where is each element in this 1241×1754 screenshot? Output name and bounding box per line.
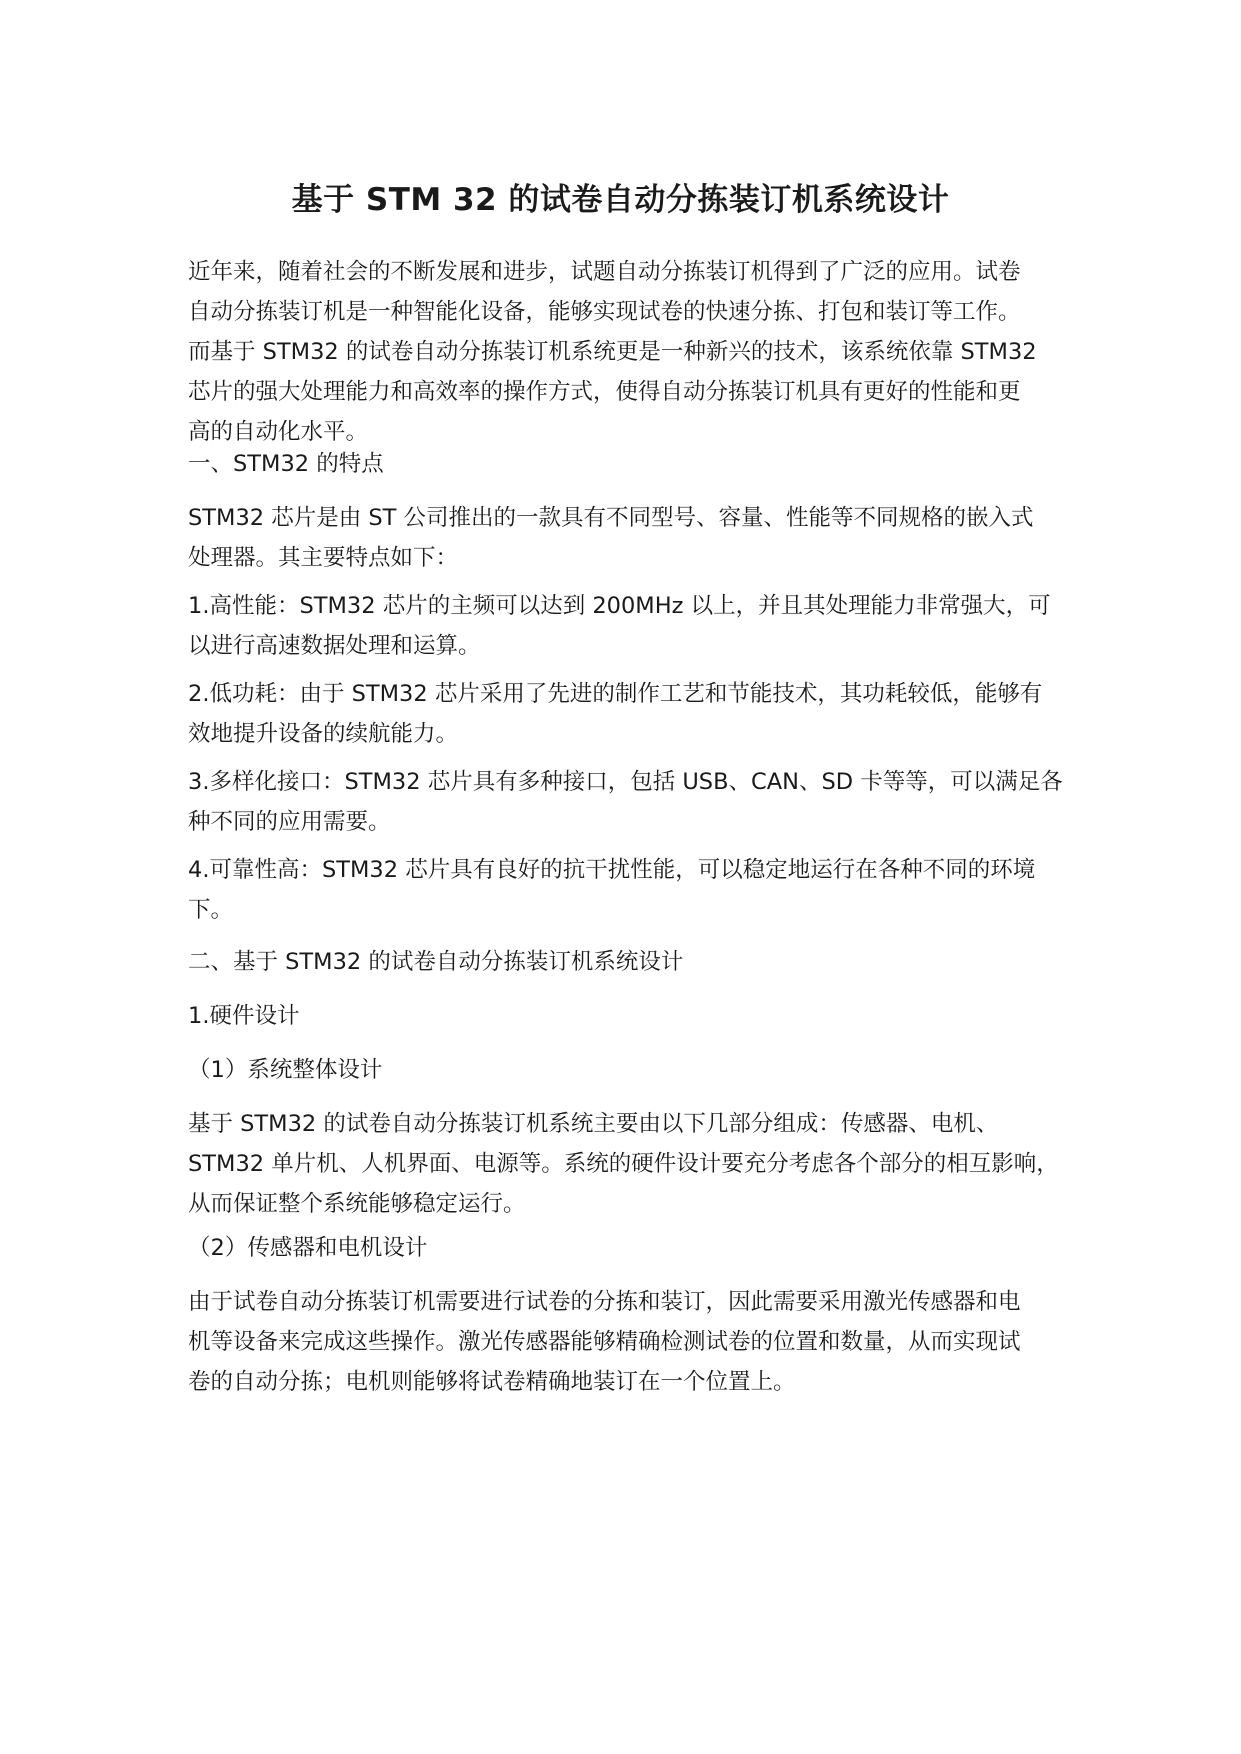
text-line: 4.可靠性高：STM32 芯片具有良好的抗干扰性能，可以稳定地运行在各种不同的环境 bbox=[188, 857, 1036, 883]
text-line: 基于 STM32 的试卷自动分拣装订机系统主要由以下几部分组成：传感器、电机、 bbox=[188, 1111, 999, 1137]
list-item-4 bbox=[188, 850, 1068, 930]
subheading-sensor-motor bbox=[188, 1228, 1068, 1268]
text-line: 2.低功耗：由于 STM32 芯片采用了先进的制作工艺和节能技术，其功耗较低，能够有 bbox=[188, 681, 1043, 707]
subheading-hardware bbox=[188, 996, 1068, 1036]
list-item-3 bbox=[188, 762, 1068, 842]
list-item-2 bbox=[188, 674, 1068, 754]
section-heading-2 bbox=[188, 942, 1068, 982]
text-line: 效地提升设备的续航能力。 bbox=[188, 721, 459, 747]
text-line: 机等设备来完成这些操作。激光传感器能够精确检测试卷的位置和数量，从而实现试 bbox=[188, 1329, 1021, 1355]
text-line: 1.高性能：STM32 芯片的主频可以达到 200MHz 以上，并且其处理能力非常强大，可 bbox=[188, 593, 1051, 619]
text-line: 自动分拣装订机是一种智能化设备，能够实现试卷的快速分拣、打包和装订等工作。 bbox=[188, 299, 1021, 325]
text-line: 而基于 STM32 的试卷自动分拣装订机系统更是一种新兴的技术，该系统依靠 STM32 bbox=[188, 339, 1037, 365]
list-item-1 bbox=[188, 586, 1068, 666]
paragraph-sensor-motor bbox=[188, 1282, 1068, 1402]
subheading-overall-design bbox=[188, 1050, 1068, 1090]
heading-line: 1.硬件设计 bbox=[188, 1003, 300, 1029]
text-line: 高的自动化水平。 bbox=[188, 419, 369, 445]
text-line: 近年来，随着社会的不断发展和进步，试题自动分拣装订机得到了广泛的应用。试卷 bbox=[188, 259, 1021, 285]
section-heading-1 bbox=[188, 444, 1068, 484]
text-line: 芯片的强大处理能力和高效率的操作方式，使得自动分拣装订机具有更好的性能和更 bbox=[188, 379, 1021, 405]
text-line: STM32 芯片是由 ST 公司推出的一款具有不同型号、容量、性能等不同规格的嵌入式 bbox=[188, 505, 1034, 531]
text-line: STM32 单片机、人机界面、电源等。系统的硬件设计要充分考虑各个部分的相互影响， bbox=[188, 1151, 1059, 1177]
paragraph-intro bbox=[188, 252, 1068, 452]
heading-line: 一、STM32 的特点 bbox=[188, 451, 384, 477]
text-line: 3.多样化接口：STM32 芯片具有多种接口，包括 USB、CAN、SD 卡等等，可以满足各 bbox=[188, 769, 1063, 795]
heading-line: 二、基于 STM32 的试卷自动分拣装订机系统设计 bbox=[188, 949, 684, 975]
paragraph-stm32-intro bbox=[188, 498, 1068, 578]
text-line: 下。 bbox=[188, 897, 234, 923]
text-line: 处理器。其主要特点如下： bbox=[188, 545, 459, 571]
heading-line: （2）传感器和电机设计 bbox=[188, 1235, 428, 1261]
text-line: 卷的自动分拣；电机则能够将试卷精确地装订在一个位置上。 bbox=[188, 1369, 796, 1395]
text-line: 种不同的应用需要。 bbox=[188, 809, 391, 835]
paragraph-overall-design bbox=[188, 1104, 1068, 1224]
text-line: 由于试卷自动分拣装订机需要进行试卷的分拣和装订，因此需要采用激光传感器和电 bbox=[188, 1289, 1021, 1315]
text-line: 从而保证整个系统能够稳定运行。 bbox=[188, 1191, 526, 1217]
document-title: 基于 STM 32 的试卷自动分拣装订机系统设计 bbox=[291, 182, 950, 218]
text-line: 以进行高速数据处理和运算。 bbox=[188, 633, 481, 659]
heading-line: （1）系统整体设计 bbox=[188, 1057, 383, 1083]
